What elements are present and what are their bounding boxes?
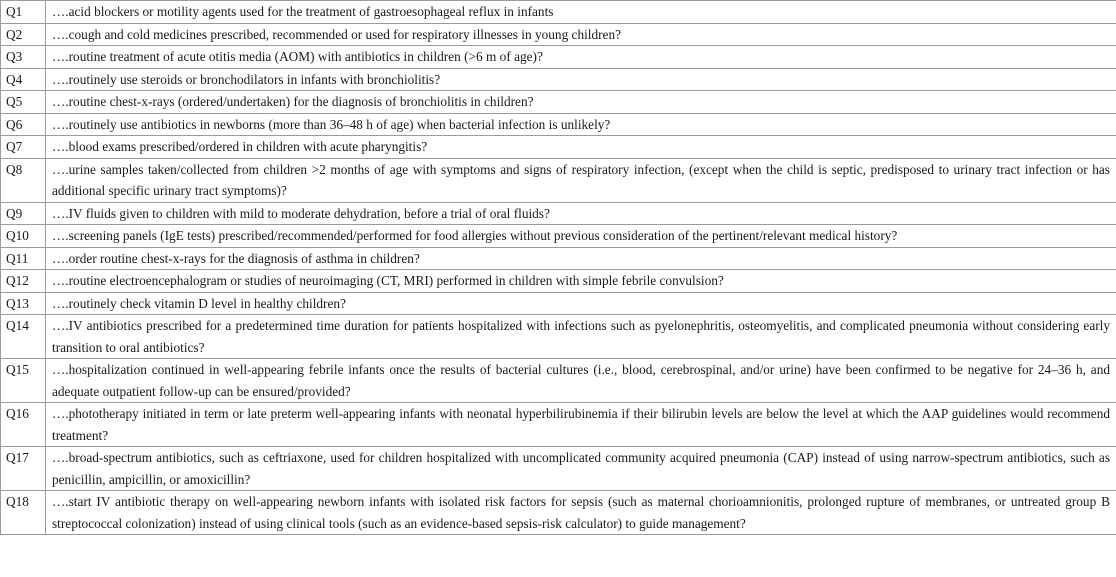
table-row <box>1 1 1116 24</box>
question-text: ….routinely check vitamin D level in healthy children? <box>46 292 1116 315</box>
question-id: Q2 <box>1 23 46 46</box>
question-text: ….IV fluids given to children with mild to moderate dehydration, before a trial of oral fluids? <box>46 202 1116 225</box>
question-id: Q8 <box>1 158 46 202</box>
table-row <box>1 292 1116 315</box>
question-id: Q12 <box>1 270 46 293</box>
question-text: ….routine electroencephalogram or studies of neuroimaging (CT, MRI) performed in children with simple febrile convulsion? <box>46 270 1116 293</box>
question-id: Q18 <box>1 491 46 535</box>
question-id: Q16 <box>1 403 46 447</box>
question-id: Q17 <box>1 447 46 491</box>
question-id: Q6 <box>1 113 46 136</box>
table-row <box>1 247 1116 270</box>
question-text: ….IV antibiotics prescribed for a predetermined time duration for patients hospitalized with infections such as pyelonephritis, osteomyelitis, and complicated pneumonia without considering early transition to oral antibiotics? <box>46 315 1116 359</box>
table-row <box>1 491 1116 535</box>
question-text: ….order routine chest-x-rays for the diagnosis of asthma in children? <box>46 247 1116 270</box>
question-text: ….broad-spectrum antibiotics, such as ceftriaxone, used for children hospitalized with uncomplicated community acquired pneumonia (CAP) instead of using narrow-spectrum antibiotics, such as penicillin, ampicillin, or amoxicillin? <box>46 447 1116 491</box>
question-id: Q7 <box>1 136 46 159</box>
question-text: ….start IV antibiotic therapy on well-appearing newborn infants with isolated risk factors for sepsis (such as maternal chorioamnionitis, prolonged rupture of membranes, or untreated group B streptococcal colonization) instead of using clinical tools (such as an evidence-based sepsis-risk calculator) to guide management? <box>46 491 1116 535</box>
table-row <box>1 23 1116 46</box>
question-text: ….blood exams prescribed/ordered in children with acute pharyngitis? <box>46 136 1116 159</box>
question-id: Q15 <box>1 359 46 403</box>
table-row <box>1 403 1116 447</box>
question-text: ….urine samples taken/collected from children >2 months of age with symptoms and signs of respiratory infection, (except when the child is septic, predisposed to urinary tract infection or has additional specific urinary tract symptoms)? <box>46 158 1116 202</box>
table-row <box>1 91 1116 114</box>
table-row <box>1 225 1116 248</box>
table-row <box>1 136 1116 159</box>
table-row <box>1 359 1116 403</box>
question-id: Q10 <box>1 225 46 248</box>
question-text: ….routinely use steroids or bronchodilators in infants with bronchiolitis? <box>46 68 1116 91</box>
question-text: ….screening panels (IgE tests) prescribed/recommended/performed for food allergies without previous consideration of the pertinent/relevant medical history? <box>46 225 1116 248</box>
question-text: ….routinely use antibiotics in newborns (more than 36–48 h of age) when bacterial infection is unlikely? <box>46 113 1116 136</box>
question-text: ….acid blockers or motility agents used for the treatment of gastroesophageal reflux in infants <box>46 1 1116 24</box>
table-row <box>1 46 1116 69</box>
question-text: ….routine chest-x-rays (ordered/undertaken) for the diagnosis of bronchiolitis in children? <box>46 91 1116 114</box>
question-id: Q14 <box>1 315 46 359</box>
table-row <box>1 113 1116 136</box>
question-id: Q13 <box>1 292 46 315</box>
question-id: Q4 <box>1 68 46 91</box>
question-id: Q5 <box>1 91 46 114</box>
question-id: Q9 <box>1 202 46 225</box>
question-text: ….routine treatment of acute otitis media (AOM) with antibiotics in children (>6 m of age)? <box>46 46 1116 69</box>
table-row <box>1 158 1116 202</box>
question-text: ….hospitalization continued in well-appearing febrile infants once the results of bacterial cultures (i.e., blood, cerebrospinal, and/or urine) have been confirmed to be negative for 24–36 h, and adequate outpatient follow-up can be ensured/provided? <box>46 359 1116 403</box>
question-text: ….phototherapy initiated in term or late preterm well-appearing infants with neonatal hyperbilirubinemia if their bilirubin levels are below the level at which the AAP guidelines would recommend treatment? <box>46 403 1116 447</box>
table-row <box>1 315 1116 359</box>
table-row <box>1 202 1116 225</box>
question-id: Q3 <box>1 46 46 69</box>
question-id: Q1 <box>1 1 46 24</box>
table-row <box>1 68 1116 91</box>
question-id: Q11 <box>1 247 46 270</box>
question-text: ….cough and cold medicines prescribed, recommended or used for respiratory illnesses in young children? <box>46 23 1116 46</box>
table-row <box>1 447 1116 491</box>
table-row <box>1 270 1116 293</box>
